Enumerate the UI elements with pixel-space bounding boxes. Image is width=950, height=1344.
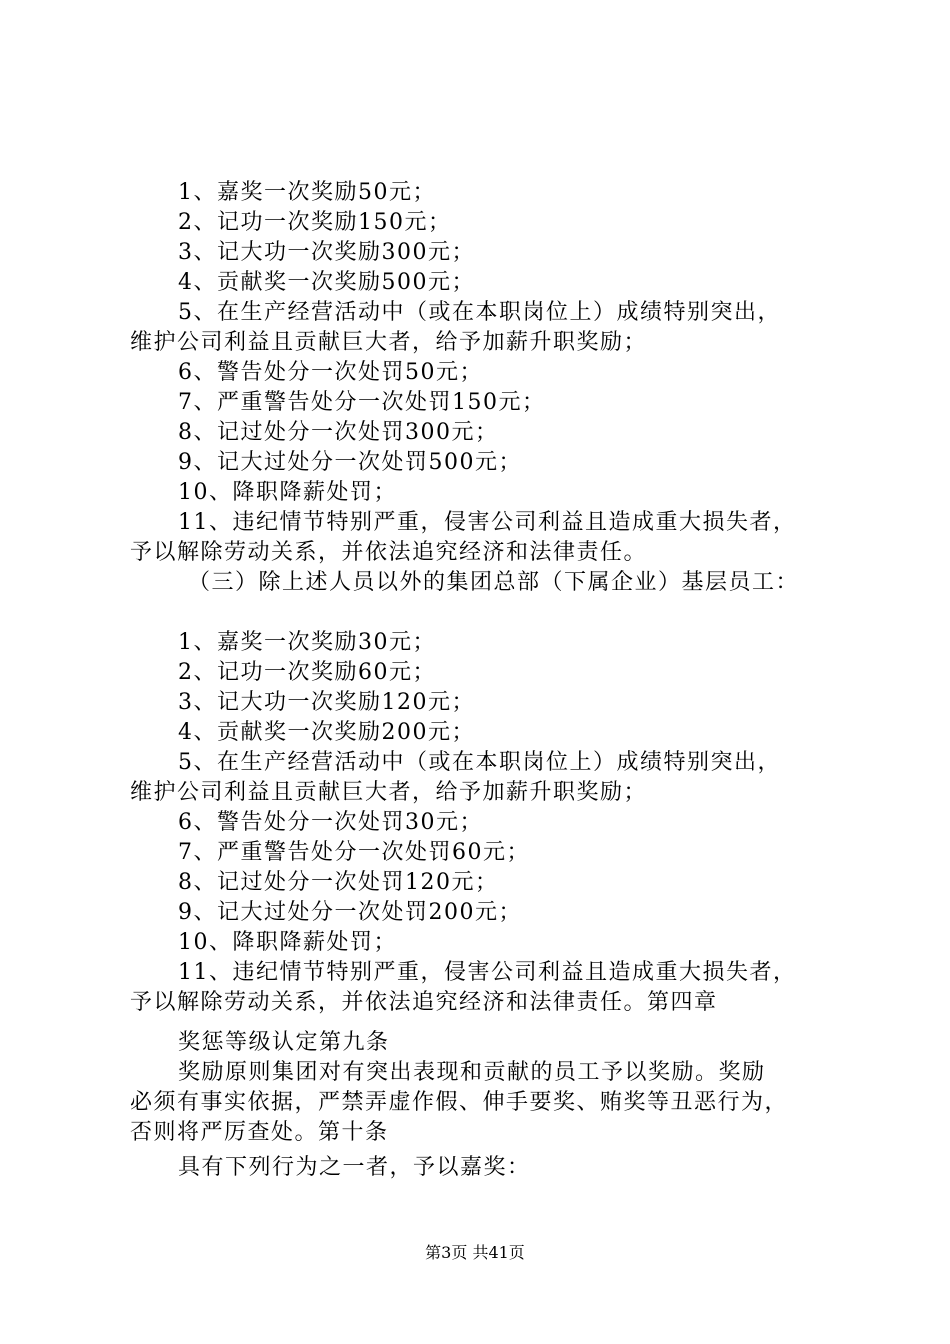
paragraph-line: 10、降职降薪处罚；	[178, 930, 397, 955]
paragraph-line: 3、记大功一次奖励300元；	[178, 240, 475, 265]
paragraph-line: 6、警告处分一次处罚50元；	[178, 360, 483, 385]
paragraph-line: 维护公司利益且贡献巨大者，给予加薪升职奖励；	[130, 780, 648, 805]
paragraph-line: 4、贡献奖一次奖励200元；	[178, 720, 475, 745]
paragraph-line: 3、记大功一次奖励120元；	[178, 690, 475, 715]
paragraph-line: 具有下列行为之一者，予以嘉奖：	[178, 1155, 531, 1180]
paragraph-line: 6、警告处分一次处罚30元；	[178, 810, 483, 835]
paragraph-line: 维护公司利益且贡献巨大者，给予加薪升职奖励；	[130, 330, 648, 355]
page-footer: 第3页 共41页	[425, 1243, 525, 1262]
paragraph-line: 奖励原则集团对有突出表现和贡献的员工予以奖励。奖励	[178, 1060, 766, 1085]
paragraph-line: 必须有事实依据，严禁弄虚作假、伸手要奖、贿奖等丑恶行为，	[130, 1090, 789, 1115]
paragraph-line: 10、降职降薪处罚；	[178, 480, 397, 505]
paragraph-line: 7、严重警告处分一次处罚150元；	[178, 390, 546, 415]
paragraph-line: 5、在生产经营活动中（或在本职岗位上）成绩特别突出，	[178, 750, 781, 775]
paragraph-line: 9、记大过处分一次处罚200元；	[178, 900, 522, 925]
paragraph-line: 予以解除劳动关系，并依法追究经济和法律责任。	[130, 540, 648, 565]
paragraph-line: 2、记功一次奖励150元；	[178, 210, 452, 235]
paragraph-line: 11、违纪情节特别严重，侵害公司利益且造成重大损失者，	[178, 510, 797, 535]
chapter-heading: 奖惩等级认定第九条	[178, 1030, 390, 1055]
paragraph-line: 予以解除劳动关系，并依法追究经济和法律责任。第四章	[130, 990, 718, 1015]
paragraph-line: 4、贡献奖一次奖励500元；	[178, 270, 475, 295]
paragraph-line: 1、嘉奖一次奖励30元；	[178, 630, 436, 655]
paragraph-line: 否则将严厉查处。第十条	[130, 1120, 389, 1145]
paragraph-line: 9、记大过处分一次处罚500元；	[178, 450, 522, 475]
paragraph-line: 8、记过处分一次处罚120元；	[178, 870, 499, 895]
section-heading: （三）除上述人员以外的集团总部（下属企业）基层员工：	[188, 570, 800, 595]
paragraph-line: 5、在生产经营活动中（或在本职岗位上）成绩特别突出，	[178, 300, 781, 325]
paragraph-line: 11、违纪情节特别严重，侵害公司利益且造成重大损失者，	[178, 960, 797, 985]
paragraph-line: 1、嘉奖一次奖励50元；	[178, 180, 436, 205]
paragraph-line: 8、记过处分一次处罚300元；	[178, 420, 499, 445]
paragraph-line: 7、严重警告处分一次处罚60元；	[178, 840, 530, 865]
paragraph-line: 2、记功一次奖励60元；	[178, 660, 436, 685]
